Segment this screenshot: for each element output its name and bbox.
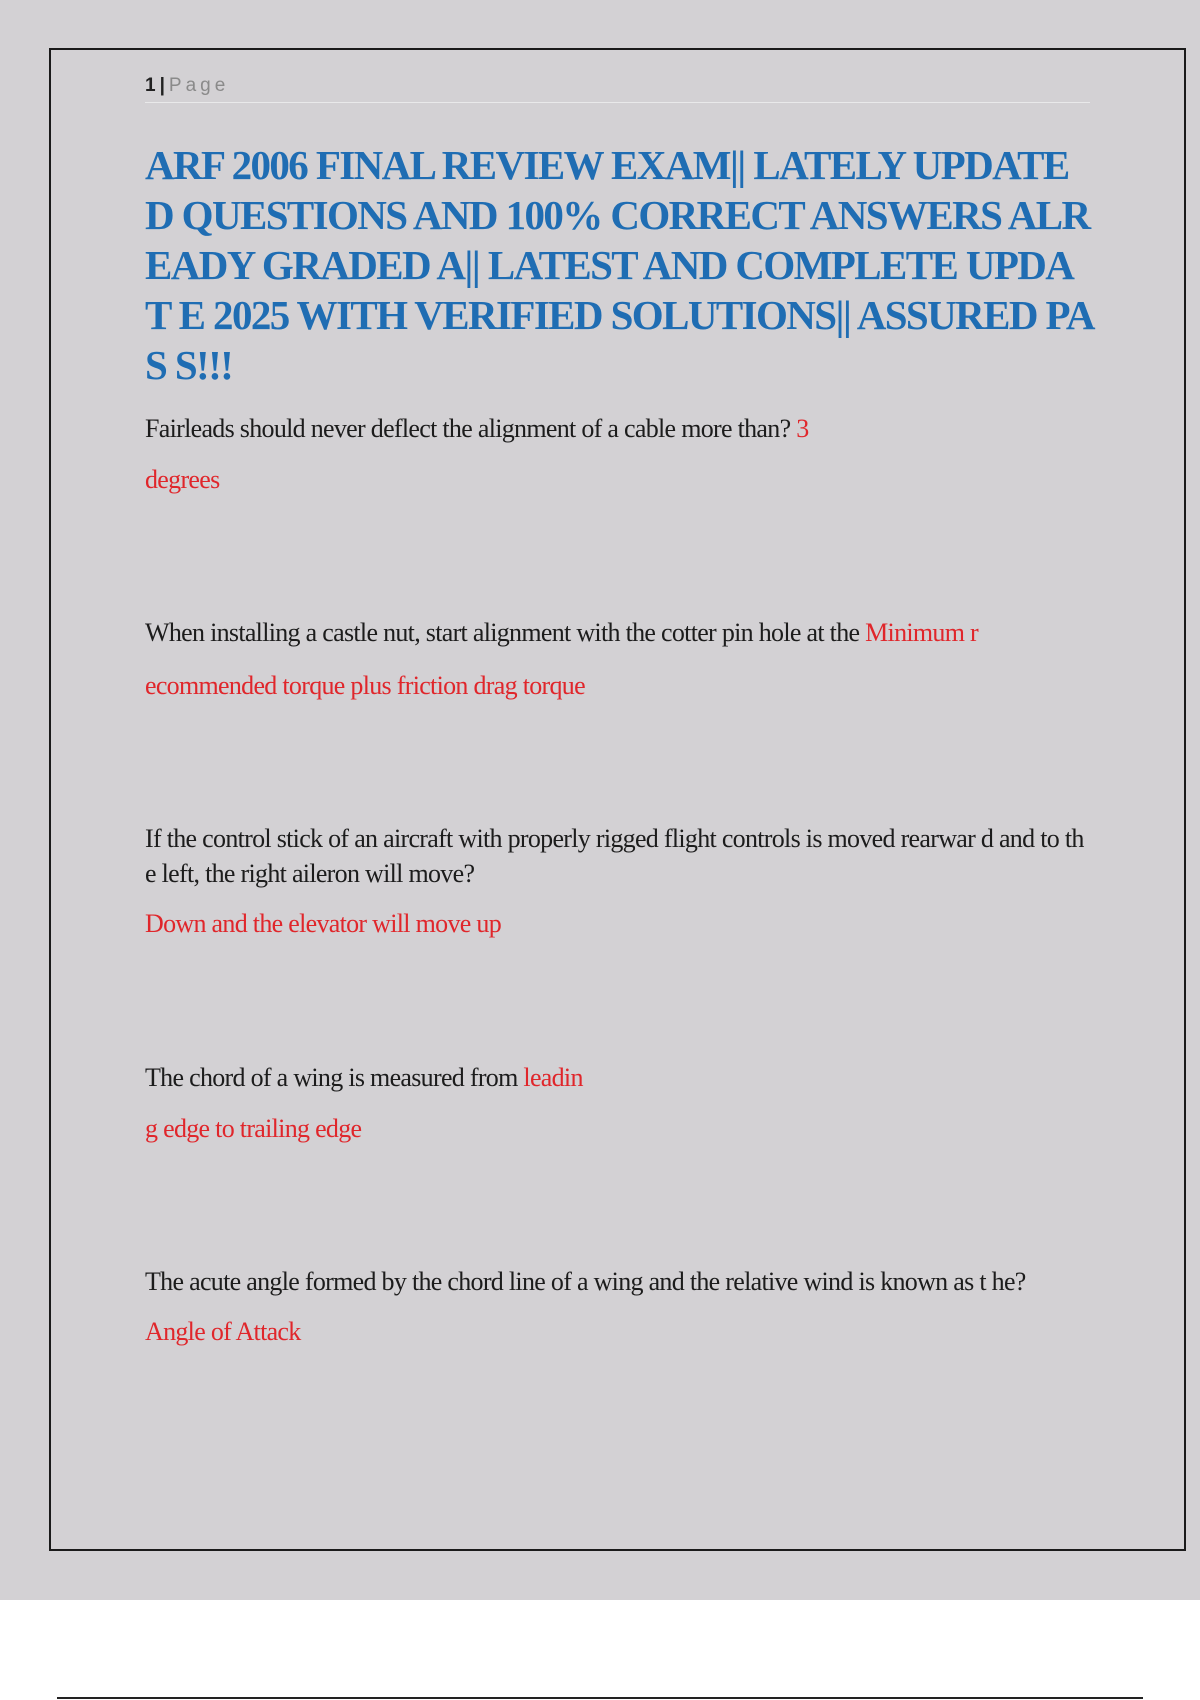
question-text: Fairleads should never deflect the alignment of a cable more than? 3 [145,414,809,443]
qa-item-4 [145,1060,1090,1146]
answer-text: Down and the elevator will move up [145,909,501,938]
page-bottom-rule [57,1697,1143,1699]
qa-item-3 [145,821,1090,941]
qa-item-5 [145,1264,1090,1349]
answer-text: g edge to trailing edge [145,1114,362,1143]
answer-inline: Minimum r [865,618,979,647]
answer-text: degrees [145,465,220,494]
answer-inline: leadin [523,1063,583,1092]
answer-text: Angle of Attack [145,1317,301,1346]
question-text: The acute angle formed by the chord line of a wing and the relative wind is known as t he? [145,1267,1026,1296]
question-text: The chord of a wing is measured from leadin [145,1063,583,1092]
page-header [145,74,1090,103]
question-text: If the control stick of an aircraft with properly rigged flight controls is moved rearwar d and to the left, the right aileron will move? [145,824,1084,888]
page-number: 1 [145,75,156,96]
qa-item-2 [145,615,1090,703]
answer-inline: 3 [796,414,809,443]
question-text: When installing a castle nut, start alignment with the cotter pin hole at the Minimum r [145,618,979,647]
header-separator: | [159,75,165,96]
document-title: ARF 2006 FINAL REVIEW EXAM|| LATELY UPDATE D QUESTIONS AND 100% CORRECT ANSWERS ALR EADY GRADED A|| LATEST AND COMPLETE UPDAT E 2025 WITH VERIFIED SOLUTIONS|| ASSURED PAS S!!! [145,142,1094,388]
qa-item-1 [145,411,1090,497]
page-label: Page [168,75,230,96]
answer-text: ecommended torque plus friction drag torque [145,671,585,700]
